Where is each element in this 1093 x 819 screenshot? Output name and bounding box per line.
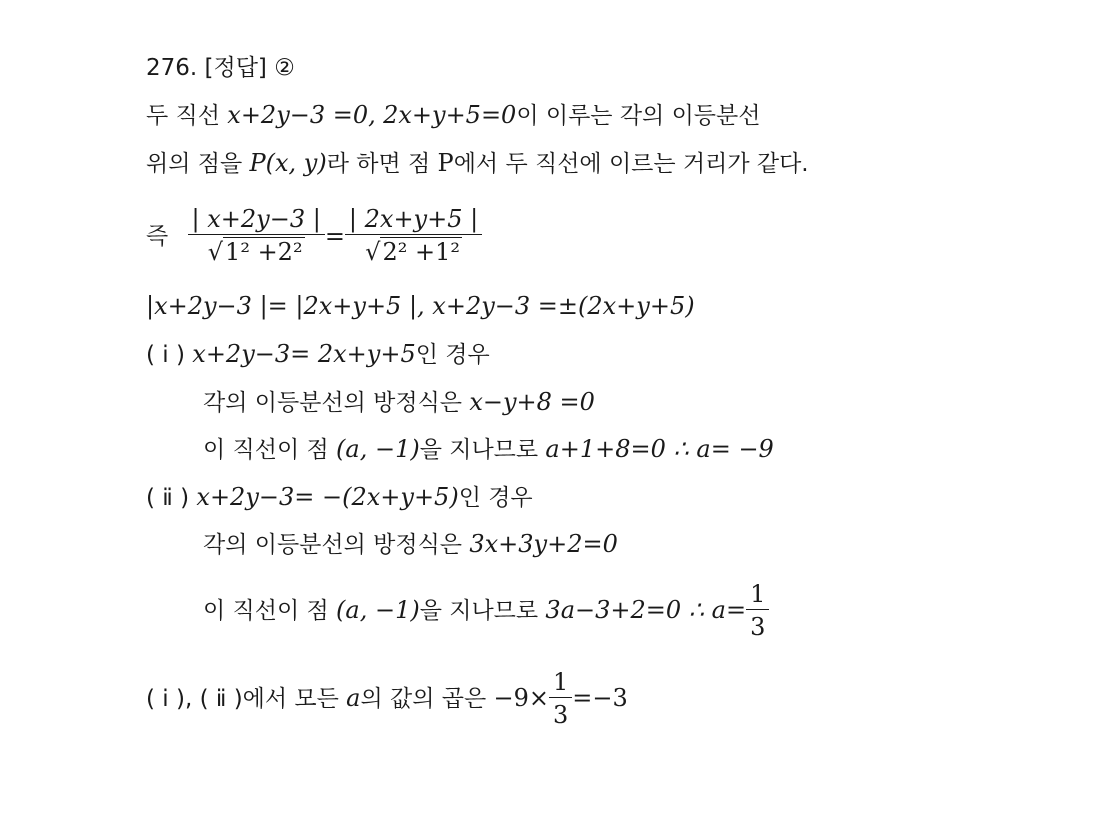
line1-equation: x+2y−3 =0, bbox=[227, 101, 376, 129]
sqrt-icon: √ bbox=[207, 238, 224, 266]
case-2-fraction bbox=[746, 579, 769, 644]
conclusion-result: =−3 bbox=[572, 684, 628, 712]
intro-mid-2: 라 하면 점 bbox=[326, 151, 431, 177]
case-1-line bbox=[146, 338, 490, 371]
case-1-bisector bbox=[203, 386, 595, 419]
intro-line-2 bbox=[146, 147, 809, 180]
intro-text-1: 두 직선 bbox=[146, 103, 220, 129]
conclusion-a: a bbox=[346, 684, 361, 712]
case-2-tail: 인 경우 bbox=[458, 485, 533, 511]
line2-equation: 2x+y+5=0 bbox=[383, 101, 517, 129]
case-1-bisector-text: 각의 이등분선의 방정식은 bbox=[203, 390, 463, 416]
conclusion-fraction-denominator: 3 bbox=[553, 701, 569, 729]
case-2-line bbox=[146, 481, 533, 514]
conclusion-line bbox=[146, 666, 628, 732]
case-2-pass-text: 이 직선이 점 bbox=[203, 598, 329, 624]
case-2-pass bbox=[203, 578, 769, 644]
case-1-pass bbox=[203, 433, 774, 466]
intro-tail-1: 이 이루는 각의 이등분선 bbox=[516, 103, 761, 129]
point-p-label: P bbox=[437, 149, 454, 177]
equals-sign: = bbox=[324, 222, 345, 251]
case-1-equation: x+2y−3= 2x+y+5 bbox=[192, 340, 416, 368]
case-1-bisector-equation: x−y+8 =0 bbox=[469, 388, 595, 416]
absolute-equation: |x+2y−3 |= |2x+y+5 |, x+2y−3 =±(2x+y+5) bbox=[146, 292, 695, 320]
intro-text-2: 위의 점을 bbox=[146, 151, 243, 177]
case-2-fraction-denominator: 3 bbox=[750, 613, 766, 641]
fraction-2-denominator: 2² +1² bbox=[382, 238, 460, 266]
prefix-jeuk: 즉 bbox=[146, 223, 169, 250]
point-p: P(x, y) bbox=[249, 149, 327, 177]
case-2-bisector-equation: 3x+3y+2=0 bbox=[469, 530, 618, 558]
intro-line-1 bbox=[146, 99, 760, 132]
case-1-label: ( ⅰ ) bbox=[146, 342, 185, 368]
conclusion-fraction bbox=[549, 667, 572, 732]
fraction-1-denominator: 1² +2² bbox=[225, 238, 303, 266]
case-2-equation: x+2y−3= −(2x+y+5) bbox=[196, 483, 459, 511]
case-2-pass-mid: 을 지나므로 bbox=[419, 598, 539, 624]
case-2-bisector-text: 각의 이등분선의 방정식은 bbox=[203, 532, 463, 558]
distance-equation bbox=[146, 196, 482, 277]
conclusion-product: −9× bbox=[493, 684, 550, 712]
sqrt-icon: √ bbox=[365, 238, 381, 266]
case-2-fraction-numerator: 1 bbox=[746, 579, 769, 610]
case-2-pass-equation: 3a−3+2=0 ∴ a= bbox=[545, 596, 747, 624]
case-2-bisector bbox=[203, 528, 618, 561]
fraction-2-numerator: | 2x+y+5 | bbox=[345, 204, 482, 235]
conclusion-fraction-numerator: 1 bbox=[549, 667, 572, 698]
conclusion-label: ( ⅰ ), ( ⅱ ) bbox=[146, 686, 243, 712]
case-1-tail: 인 경우 bbox=[415, 342, 490, 368]
case-1-pass-mid: 을 지나므로 bbox=[419, 437, 539, 463]
fraction-1-numerator: | x+2y−3 | bbox=[188, 204, 325, 235]
fraction-2 bbox=[345, 204, 482, 269]
case-1-pass-text: 이 직선이 점 bbox=[203, 437, 329, 463]
answer-label: 276. [정답] ② bbox=[146, 55, 295, 81]
case-2-label: ( ⅱ ) bbox=[146, 485, 190, 511]
answer-header bbox=[146, 52, 295, 84]
intro-tail-2: 에서 두 직선에 이르는 거리가 같다. bbox=[453, 151, 809, 177]
case-1-point: (a, −1) bbox=[336, 435, 420, 463]
conclusion-text-2: 의 값의 곱은 bbox=[360, 686, 487, 712]
conclusion-text-1: 에서 모든 bbox=[242, 686, 339, 712]
case-1-pass-equation: a+1+8=0 ∴ a= −9 bbox=[545, 435, 774, 463]
fraction-1 bbox=[188, 204, 325, 269]
case-2-point: (a, −1) bbox=[336, 596, 420, 624]
